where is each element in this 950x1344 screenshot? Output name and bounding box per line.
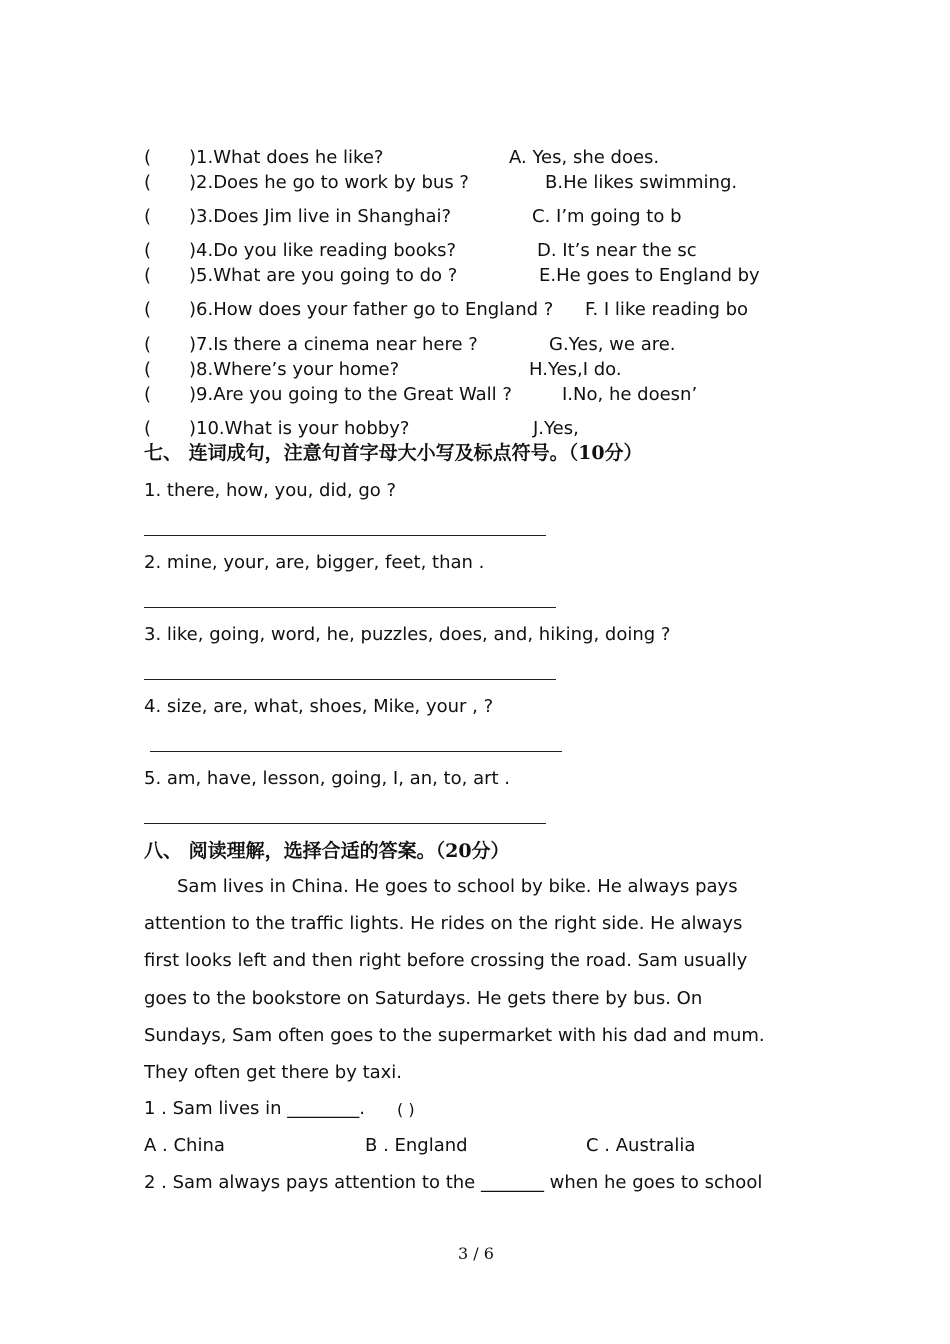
reading-answer-blank-1[interactable]: ( ) — [397, 1100, 415, 1119]
passage-line-1: Sam lives in China. He goes to school by bike. He always pays — [177, 876, 738, 897]
answer-blank-6[interactable]: ( — [144, 299, 152, 320]
matching-question-1: )1.What does he like? — [189, 147, 384, 168]
answer-line-3[interactable] — [144, 679, 556, 680]
matching-answer-i: I.No, he doesn’ — [562, 384, 698, 405]
answer-line-5[interactable] — [144, 823, 546, 824]
reorder-item-2: 2. mine, your, are, bigger, feet, than . — [144, 552, 485, 573]
passage-line-2: attention to the traffic lights. He rides on the right side. He always — [144, 913, 743, 934]
matching-answer-b: B.He likes swimming. — [545, 172, 738, 193]
answer-blank-10[interactable]: ( — [144, 418, 152, 439]
option-b[interactable]: B . England — [365, 1135, 468, 1156]
matching-answer-g: G.Yes, we are. — [549, 334, 676, 355]
reorder-item-3: 3. like, going, word, he, puzzles, does, and, hiking, doing ? — [144, 624, 671, 645]
matching-question-7: )7.Is there a cinema near here ? — [189, 334, 478, 355]
answer-blank-4[interactable]: ( — [144, 240, 152, 261]
answer-blank-8[interactable]: ( — [144, 359, 152, 380]
matching-question-9: )9.Are you going to the Great Wall ? — [189, 384, 512, 405]
answer-blank-5[interactable]: ( — [144, 265, 152, 286]
passage-line-5: Sundays, Sam often goes to the supermarket with his dad and mum. — [144, 1025, 765, 1046]
passage-line-4: goes to the bookstore on Saturdays. He gets there by bus. On — [144, 988, 703, 1009]
answer-line-2[interactable] — [144, 607, 556, 608]
matching-answer-d: D. It’s near the sc — [537, 240, 697, 261]
passage-line-6: They often get there by taxi. — [144, 1062, 403, 1083]
answer-blank-3[interactable]: ( — [144, 206, 152, 227]
matching-question-3: )3.Does Jim live in Shanghai? — [189, 206, 452, 227]
matching-question-2: )2.Does he go to work by bus ? — [189, 172, 469, 193]
matching-answer-h: H.Yes,I do. — [529, 359, 622, 380]
matching-question-4: )4.Do you like reading books? — [189, 240, 457, 261]
option-c[interactable]: C . Australia — [586, 1135, 696, 1156]
reading-question-2: 2 . Sam always pays attention to the _______ when he goes to school — [144, 1172, 763, 1193]
option-a[interactable]: A . China — [144, 1135, 225, 1156]
section-seven-heading: 七、 连词成句，注意句首字母大小写及标点符号。（10分） — [144, 442, 643, 464]
matching-question-10: )10.What is your hobby? — [189, 418, 410, 439]
matching-question-5: )5.What are you going to do ? — [189, 265, 458, 286]
answer-line-4[interactable] — [150, 751, 562, 752]
answer-blank-1[interactable]: ( — [144, 147, 152, 168]
page-number: 3 / 6 — [458, 1244, 494, 1263]
matching-answer-j: J.Yes, — [533, 418, 579, 439]
matching-answer-a: A. Yes, she does. — [509, 147, 660, 168]
matching-question-6: )6.How does your father go to England ? — [189, 299, 554, 320]
reorder-item-4: 4. size, are, what, shoes, Mike, your , ? — [144, 696, 494, 717]
matching-answer-c: C. I’m going to b — [532, 206, 682, 227]
reorder-item-5: 5. am, have, lesson, going, I, an, to, art . — [144, 768, 511, 789]
matching-answer-f: F. I like reading bo — [585, 299, 749, 320]
answer-line-1[interactable] — [144, 535, 546, 536]
matching-answer-e: E.He goes to England by — [539, 265, 760, 286]
answer-blank-7[interactable]: ( — [144, 334, 152, 355]
section-eight-heading: 八、 阅读理解，选择合适的答案。（20分） — [144, 840, 510, 862]
answer-blank-9[interactable]: ( — [144, 384, 152, 405]
reorder-item-1: 1. there, how, you, did, go ? — [144, 480, 397, 501]
matching-question-8: )8.Where’s your home? — [189, 359, 400, 380]
passage-line-3: first looks left and then right before crossing the road. Sam usually — [144, 950, 748, 971]
answer-blank-2[interactable]: ( — [144, 172, 152, 193]
reading-question-1: 1 . Sam lives in ________. — [144, 1098, 366, 1119]
